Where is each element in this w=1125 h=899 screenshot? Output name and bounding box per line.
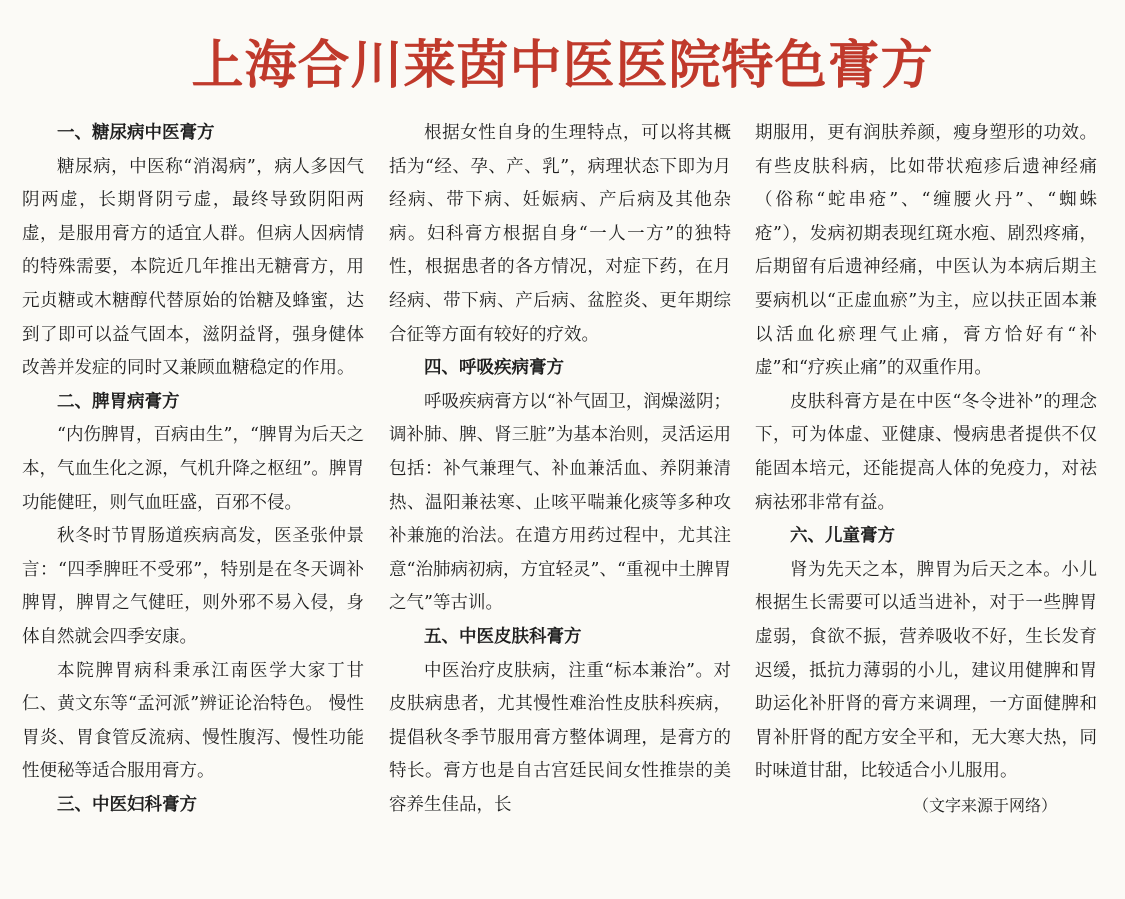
paragraph: 期服用，更有润肤养颜，瘦身塑形的功效。有些皮肤科病，比如带状疱疹后遗神经痛（俗称“蛇串疮”、“缠腰火丹”、“蜘蛛疮”），发病初期表现红斑水疱、剧烈疼痛，后期留有后遗神经痛，中医认为本病后期主要病机以“正虚血瘀”为主，应以扶正固本兼以活血化瘀理气止痛，膏方恰好有“补虚”和“疗疾止痛”的双重作用。: [755, 123, 1097, 379]
section-heading-gynecology: 三、中医妇科膏方: [57, 794, 197, 815]
paragraph: 根据女性自身的生理特点，可以将其概括为“经、孕、产、乳”，病理状态下即为月经病、带下病、妊娠病、产后病及其他杂病。妇科膏方根据自身“一人一方”的独特性，根据患者的各方情况，对症下药，在月经病、带下病、产后病、盆腔炎、更年期综合征等方面有较好的疗效。: [389, 123, 731, 345]
paragraph: 皮肤科膏方是在中医“冬令进补”的理念下，可为体虚、亚健康、慢病患者提供不仅能固本培元，还能提高人体的免疫力，对祛病祛邪非常有益。: [755, 391, 1097, 513]
page-title: 上海合川莱茵中医医院特色膏方: [191, 36, 934, 96]
paragraph: 本院脾胃病科秉承江南医学大家丁甘仁、黄文东等“孟河派”辨证论治特色。 慢性胃炎、胃食管反流病、慢性腹泻、慢性功能性便秘等适合服用膏方。: [22, 660, 364, 782]
paragraph: 糖尿病，中医称“消渴病”，病人多因气阴两虚，长期肾阴亏虚，最终导致阴阳两虚，是服用膏方的适宜人群。但病人因病情的特殊需要，本院近几年推出无糖膏方，用元贞糖或木糖醇代替原始的饴糖及蜂蜜，达到了即可以益气固本，滋阴益肾，强身健体改善并发症的同时又兼顾血糖稳定的作用。: [22, 156, 364, 379]
paragraph: “内伤脾胃，百病由生”，“脾胃为后天之本，气血生化之源，气机升降之枢纽”。脾胃功能健旺，则气血旺盛，百邪不侵。: [22, 425, 364, 513]
section-heading-diabetes: 一、糖尿病中医膏方: [57, 123, 215, 143]
section-heading-spleen-stomach: 二、脾胃病膏方: [57, 391, 180, 412]
paragraph: 秋冬时节胃肠道疾病高发，医圣张仲景言：“四季脾旺不受邪”，特别是在冬天调补脾胃，脾胃之气健旺，则外邪不易入侵，身体自然就会四季安康。: [22, 526, 364, 647]
paragraph: 呼吸疾病膏方以“补气固卫，润燥滋阴；调补肺、脾、肾三脏”为基本治则，灵活运用包括：补气兼理气、补血兼活血、养阴兼清热、温阳兼祛寒、止咳平喘兼化痰等多种攻补兼施的治法。在遣方用药过程中，尤其注意“治肺病初病，方宜轻灵”、“重视中土脾胃之气”等古训。: [389, 391, 731, 614]
column-1: [22, 117, 364, 822]
section-heading-dermatology: 五、中医皮肤科膏方: [424, 626, 582, 647]
paragraph: 中医治疗皮肤病，注重“标本兼治”。对皮肤病患者，尤其慢性难治性皮肤科疾病，提倡秋冬季节服用膏方整体调理，是膏方的特长。膏方也是自古宫廷民间女性推崇的美容养生佳品，长: [389, 660, 731, 815]
paragraph: 肾为先天之本，脾胃为后天之本。小儿根据生长需要可以适当进补，对于一些脾胃虚弱，食欲不振，营养吸收不好，生长发育迟缓，抵抗力薄弱的小儿，建议用健脾和胃助运化补肝肾的膏方来调理，一方面健脾和胃补肝肾的配方安全平和，无大寒大热，同时味道甘甜，比较适合小儿服用。: [755, 559, 1097, 782]
source-note: （文字来源于网络）: [912, 795, 1057, 815]
column-3: [755, 117, 1097, 822]
section-heading-respiratory: 四、呼吸疾病膏方: [424, 358, 564, 379]
section-heading-children: 六、儿童膏方: [790, 526, 895, 547]
column-2: [389, 117, 731, 822]
